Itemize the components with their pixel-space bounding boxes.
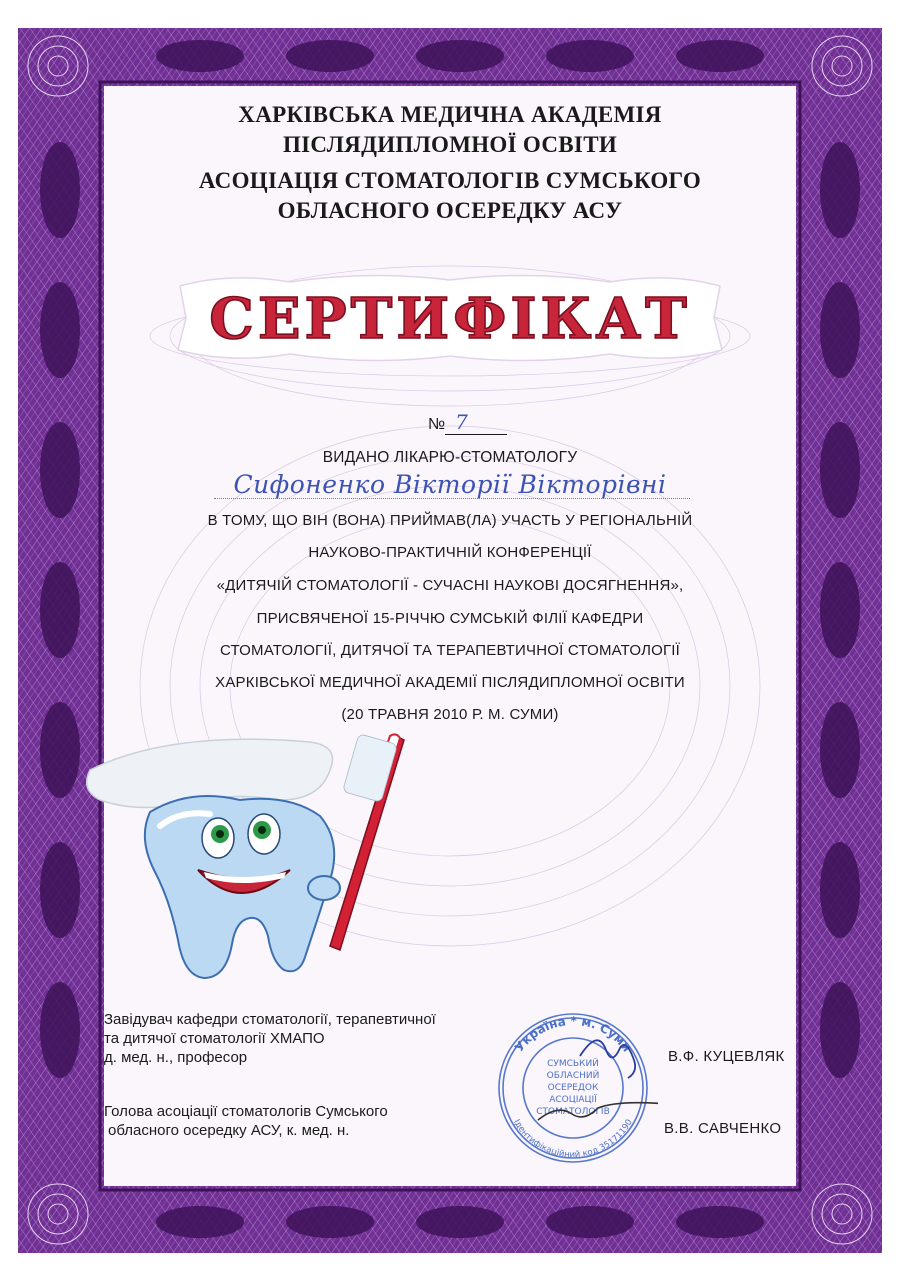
body-line-3: «ДИТЯЧІЙ СТОМАТОЛОГІЇ - СУЧАСНІ НАУКОВІ ДОСЯГНЕННЯ», xyxy=(216,577,684,594)
signatory1-role-line2: та дитячої стоматології ХМАПО xyxy=(104,1030,325,1047)
stamp-center-line1: СУМСЬКИЙ xyxy=(547,1059,599,1069)
signatory1-name: В.Ф. КУЦЕВЛЯК xyxy=(668,1048,785,1065)
body-line-2: НАУКОВО-ПРАКТИЧНІЙ КОНФЕРЕНЦІЇ xyxy=(308,544,592,561)
signatory2-role xyxy=(104,1102,388,1140)
stamp-center-line3: ОСЕРЕДОК xyxy=(547,1083,599,1093)
stamp-ring-bottom: Ідентифікаційний код 35171190 xyxy=(511,1117,635,1161)
signatory2-role-line1: Голова асоціації стоматологів Сумського xyxy=(104,1103,388,1120)
body-line-6: ХАРКІВСЬКОЇ МЕДИЧНОЇ АКАДЕМІЇ ПІСЛЯДИПЛОМНОЇ ОСВІТИ xyxy=(215,674,685,691)
body-line-4: ПРИСВЯЧЕНОЇ 15-РІЧЧЮ СУМСЬКІЙ ФІЛІЇ КАФЕДРИ xyxy=(256,610,644,627)
issued-to-label: ВИДАНО ЛІКАРЮ-СТОМАТОЛОГУ xyxy=(322,449,578,466)
recipient-name: Сифоненко Вікторії Вікторівні xyxy=(233,470,667,499)
round-stamp-icon xyxy=(488,1008,658,1168)
svg-text:Україна * м. Суми xyxy=(512,1014,634,1054)
signatory1-role-line3: д. мед. н., професор xyxy=(104,1049,248,1066)
title-banner xyxy=(170,268,730,368)
body-line-7: (20 ТРАВНЯ 2010 Р. М. СУМИ) xyxy=(341,706,559,723)
name-underline xyxy=(214,498,690,499)
stamp-center-line5: СТОМАТОЛОГІВ xyxy=(536,1107,610,1117)
academy-name-line2: ПІСЛЯДИПЛОМНОЇ ОСВІТИ xyxy=(282,132,618,157)
number-label: № xyxy=(428,416,446,433)
number-value: 7 xyxy=(455,410,468,434)
stamp-ring-top: Україна * м. Суми xyxy=(512,1013,634,1055)
certificate-number xyxy=(428,410,507,435)
association-name-line2: ОБЛАСНОГО ОСЕРЕДКУ АСУ xyxy=(277,198,623,223)
association-name-line1: АСОЦІАЦІЯ СТОМАТОЛОГІВ СУМСЬКОГО xyxy=(198,168,702,193)
toothbrush-icon xyxy=(300,728,420,958)
signatory2-name: В.В. САВЧЕНКО xyxy=(664,1120,782,1137)
academy-name-line1: ХАРКІВСЬКА МЕДИЧНА АКАДЕМІЯ xyxy=(238,102,662,127)
signatory1-role xyxy=(104,1010,436,1067)
stamp-center-line2: ОБЛАСНИЙ xyxy=(546,1071,600,1081)
signatory2-role-line2: обласного осередку АСУ, к. мед. н. xyxy=(108,1122,350,1139)
svg-text:Ідентифікаційний код 35171190 xyxy=(511,1118,635,1160)
stamp-center-line4: АСОЦІАЦІЇ xyxy=(549,1095,597,1105)
signatory1-role-line1: Завідувач кафедри стоматології, терапевтичної xyxy=(104,1011,436,1028)
certificate-title: СЕРТИФІКАТ xyxy=(209,286,691,352)
body-line-5: СТОМАТОЛОГІЇ, ДИТЯЧОЇ ТА ТЕРАПЕВТИЧНОЇ СТОМАТОЛОГІЇ xyxy=(219,642,681,659)
body-line-1: В ТОМУ, ЩО ВІН (ВОНА) ПРИЙМАВ(ЛА) УЧАСТЬ У РЕГІОНАЛЬНІЙ xyxy=(207,512,693,529)
